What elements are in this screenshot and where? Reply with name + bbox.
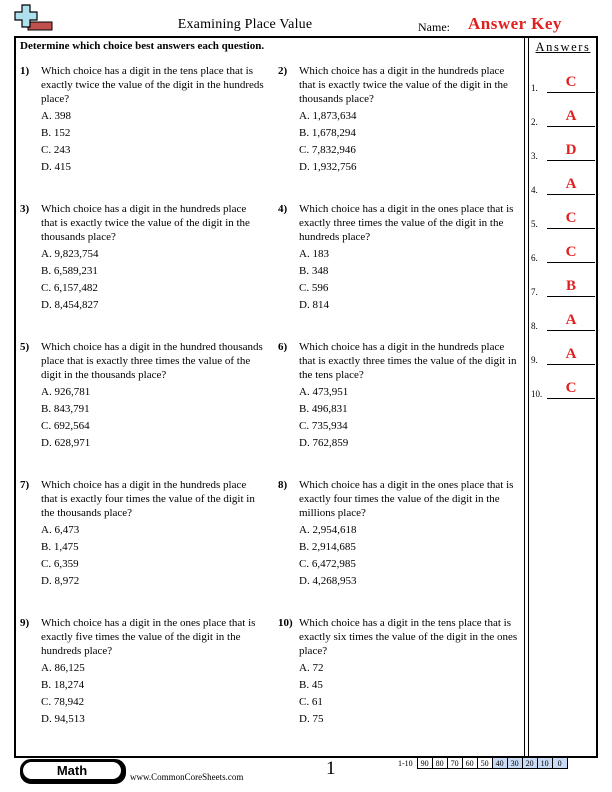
answer-number: 4. xyxy=(531,185,538,195)
answer-blank xyxy=(547,330,595,331)
answer-number: 1. xyxy=(531,83,538,93)
question-text: Which choice has a digit in the ones place that is exactly three times the value of the digit in the hundreds place? xyxy=(299,203,514,243)
answer-row xyxy=(531,336,595,366)
question-text: Which choice has a digit in the hundreds place that is exactly four times the value of the digit in the thousands place? xyxy=(41,479,255,519)
question-text: Which choice has a digit in the tens place that is exactly six times the value of the digit in the ones place? xyxy=(299,617,518,657)
answer-letter: C xyxy=(565,380,577,396)
question-number: 5) xyxy=(20,341,30,353)
answers-title: Answers xyxy=(535,40,591,54)
score-cell: 90 xyxy=(417,758,432,769)
answer-choice-c: C. 6,472,985 xyxy=(299,558,356,570)
score-cell: 0 xyxy=(552,758,567,769)
answer-choice-c: C. 7,832,946 xyxy=(299,144,356,156)
score-cell: 20 xyxy=(522,758,537,769)
answer-blank xyxy=(547,160,595,161)
question-text: Which choice has a digit in the hundreds place that is exactly twice the value of the digit in the thousands place? xyxy=(299,65,508,105)
answer-row xyxy=(531,98,595,128)
left-frame-rule xyxy=(14,36,16,756)
score-cell: 30 xyxy=(507,758,522,769)
website-text: www.CommonCoreSheets.com xyxy=(130,772,244,782)
question-number: 1) xyxy=(20,65,30,77)
answer-choice-a: A. 183 xyxy=(299,248,329,260)
answer-choice-d: D. 1,932,756 xyxy=(299,161,357,173)
answer-column-divider xyxy=(524,36,525,756)
answer-choice-c: C. 596 xyxy=(299,282,329,294)
answer-blank xyxy=(547,228,595,229)
score-cell: 70 xyxy=(447,758,462,769)
answer-choice-d: D. 762,859 xyxy=(299,437,349,449)
answer-choice-a: A. 72 xyxy=(299,662,324,674)
answer-blank xyxy=(547,398,595,399)
answer-choice-b: B. 1,475 xyxy=(41,541,79,553)
score-cell: 50 xyxy=(477,758,492,769)
score-cell: 60 xyxy=(462,758,477,769)
question-number: 7) xyxy=(20,479,30,491)
question-number: 6) xyxy=(278,341,288,353)
answer-choice-c: C. 735,934 xyxy=(299,420,348,432)
answer-choice-a: A. 86,125 xyxy=(41,662,85,674)
instructions: Determine which choice best answers each question. xyxy=(20,40,265,52)
header-rule xyxy=(14,36,596,38)
question-number: 4) xyxy=(278,203,288,215)
question-number: 8) xyxy=(278,479,288,491)
question-text: Which choice has a digit in the hundreds place that is exactly twice the value of the digit in the thousands place? xyxy=(41,203,250,243)
question-text: Which choice has a digit in the hundred thousands place that is exactly three times the value of the digit in the thousands place? xyxy=(41,341,263,381)
question-text: Which choice has a digit in the ones place that is exactly four times the value of the digit in the millions place? xyxy=(299,479,514,519)
answer-letter: A xyxy=(565,176,577,192)
answer-blank xyxy=(547,364,595,365)
answer-choice-c: C. 6,359 xyxy=(41,558,79,570)
answer-choice-b: B. 1,678,294 xyxy=(299,127,356,139)
answer-choice-d: D. 4,268,953 xyxy=(299,575,357,587)
answer-choice-b: B. 2,914,685 xyxy=(299,541,356,553)
answer-choice-d: D. 75 xyxy=(299,713,324,725)
answer-row xyxy=(531,268,595,298)
answer-choice-a: A. 1,873,634 xyxy=(299,110,357,122)
answer-number: 7. xyxy=(531,287,538,297)
answer-blank xyxy=(547,262,595,263)
answer-choice-a: A. 2,954,618 xyxy=(299,524,357,536)
score-cell: 40 xyxy=(492,758,507,769)
answer-choice-d: D. 628,971 xyxy=(41,437,91,449)
answer-letter: D xyxy=(565,142,577,158)
answer-number: 3. xyxy=(531,151,538,161)
answer-letter: C xyxy=(565,210,577,226)
answer-choice-b: B. 496,831 xyxy=(299,403,348,415)
answer-key-label: Answer Key xyxy=(468,14,562,33)
answer-choice-d: D. 415 xyxy=(41,161,71,173)
answer-letter: B xyxy=(565,278,576,294)
answer-choice-c: C. 61 xyxy=(299,696,323,708)
answer-blank xyxy=(547,126,595,127)
answer-letter: A xyxy=(565,312,577,328)
answer-letter: A xyxy=(565,346,577,362)
score-cell: 10 xyxy=(537,758,552,769)
answer-blank xyxy=(547,194,595,195)
question-text: Which choice has a digit in the ones place that is exactly five times the value of the digit in the hundreds place? xyxy=(41,617,256,657)
answer-choice-a: A. 9,823,754 xyxy=(41,248,99,260)
question-number: 2) xyxy=(278,65,288,77)
answer-choice-a: A. 6,473 xyxy=(41,524,80,536)
answer-letter: C xyxy=(565,244,577,260)
answer-choice-c: C. 243 xyxy=(41,144,71,156)
answer-row xyxy=(531,64,595,94)
answer-choice-a: A. 398 xyxy=(41,110,71,122)
question-number: 3) xyxy=(20,203,30,215)
page-number: 1 xyxy=(326,758,336,779)
answer-letter: C xyxy=(565,74,577,90)
score-row xyxy=(396,758,567,769)
answer-choice-d: D. 94,513 xyxy=(41,713,85,725)
question-text: Which choice has a digit in the tens place that is exactly twice the value of the digit in the hundreds place? xyxy=(41,65,264,105)
answer-choice-b: B. 18,274 xyxy=(41,679,85,691)
answer-number: 10. xyxy=(531,389,543,399)
answer-choice-b: B. 45 xyxy=(299,679,323,691)
answer-row xyxy=(531,302,595,332)
answer-choice-c: C. 6,157,482 xyxy=(41,282,98,294)
answer-number: 8. xyxy=(531,321,538,331)
answer-choice-b: B. 843,791 xyxy=(41,403,90,415)
answer-blank xyxy=(547,296,595,297)
answer-column-divider-inner xyxy=(528,36,529,756)
answer-number: 9. xyxy=(531,355,538,365)
answer-choice-b: B. 348 xyxy=(299,265,329,277)
answer-choice-b: B. 152 xyxy=(41,127,71,139)
answer-blank xyxy=(547,92,595,93)
answer-choice-d: D. 8,454,827 xyxy=(41,299,99,311)
question-number: 9) xyxy=(20,617,30,629)
answer-number: 5. xyxy=(531,219,538,229)
worksheet-title: Examining Place Value xyxy=(177,17,313,32)
answer-choice-c: C. 78,942 xyxy=(41,696,85,708)
score-range: 1-10 xyxy=(398,758,413,768)
right-frame-rule xyxy=(596,36,598,756)
score-table xyxy=(396,757,568,769)
subject-label: Math xyxy=(23,762,121,779)
answer-number: 6. xyxy=(531,253,538,263)
answer-number: 2. xyxy=(531,117,538,127)
answer-choice-b: B. 6,589,231 xyxy=(41,265,98,277)
answer-row xyxy=(531,166,595,196)
answer-choice-a: A. 473,951 xyxy=(299,386,349,398)
answer-choice-d: D. 8,972 xyxy=(41,575,80,587)
question-number: 10) xyxy=(278,617,293,629)
answer-choice-d: D. 814 xyxy=(299,299,329,311)
answer-letter: A xyxy=(565,108,577,124)
name-label: Name: xyxy=(418,20,450,34)
answer-row xyxy=(531,234,595,264)
answer-choice-c: C. 692,564 xyxy=(41,420,90,432)
question-text: Which choice has a digit in the hundreds place that is exactly three times the value of the digit in the tens place? xyxy=(299,341,517,381)
answer-row xyxy=(531,132,595,162)
score-cell: 80 xyxy=(432,758,447,769)
answer-choice-a: A. 926,781 xyxy=(41,386,91,398)
answer-row xyxy=(531,370,595,400)
answer-row xyxy=(531,200,595,230)
